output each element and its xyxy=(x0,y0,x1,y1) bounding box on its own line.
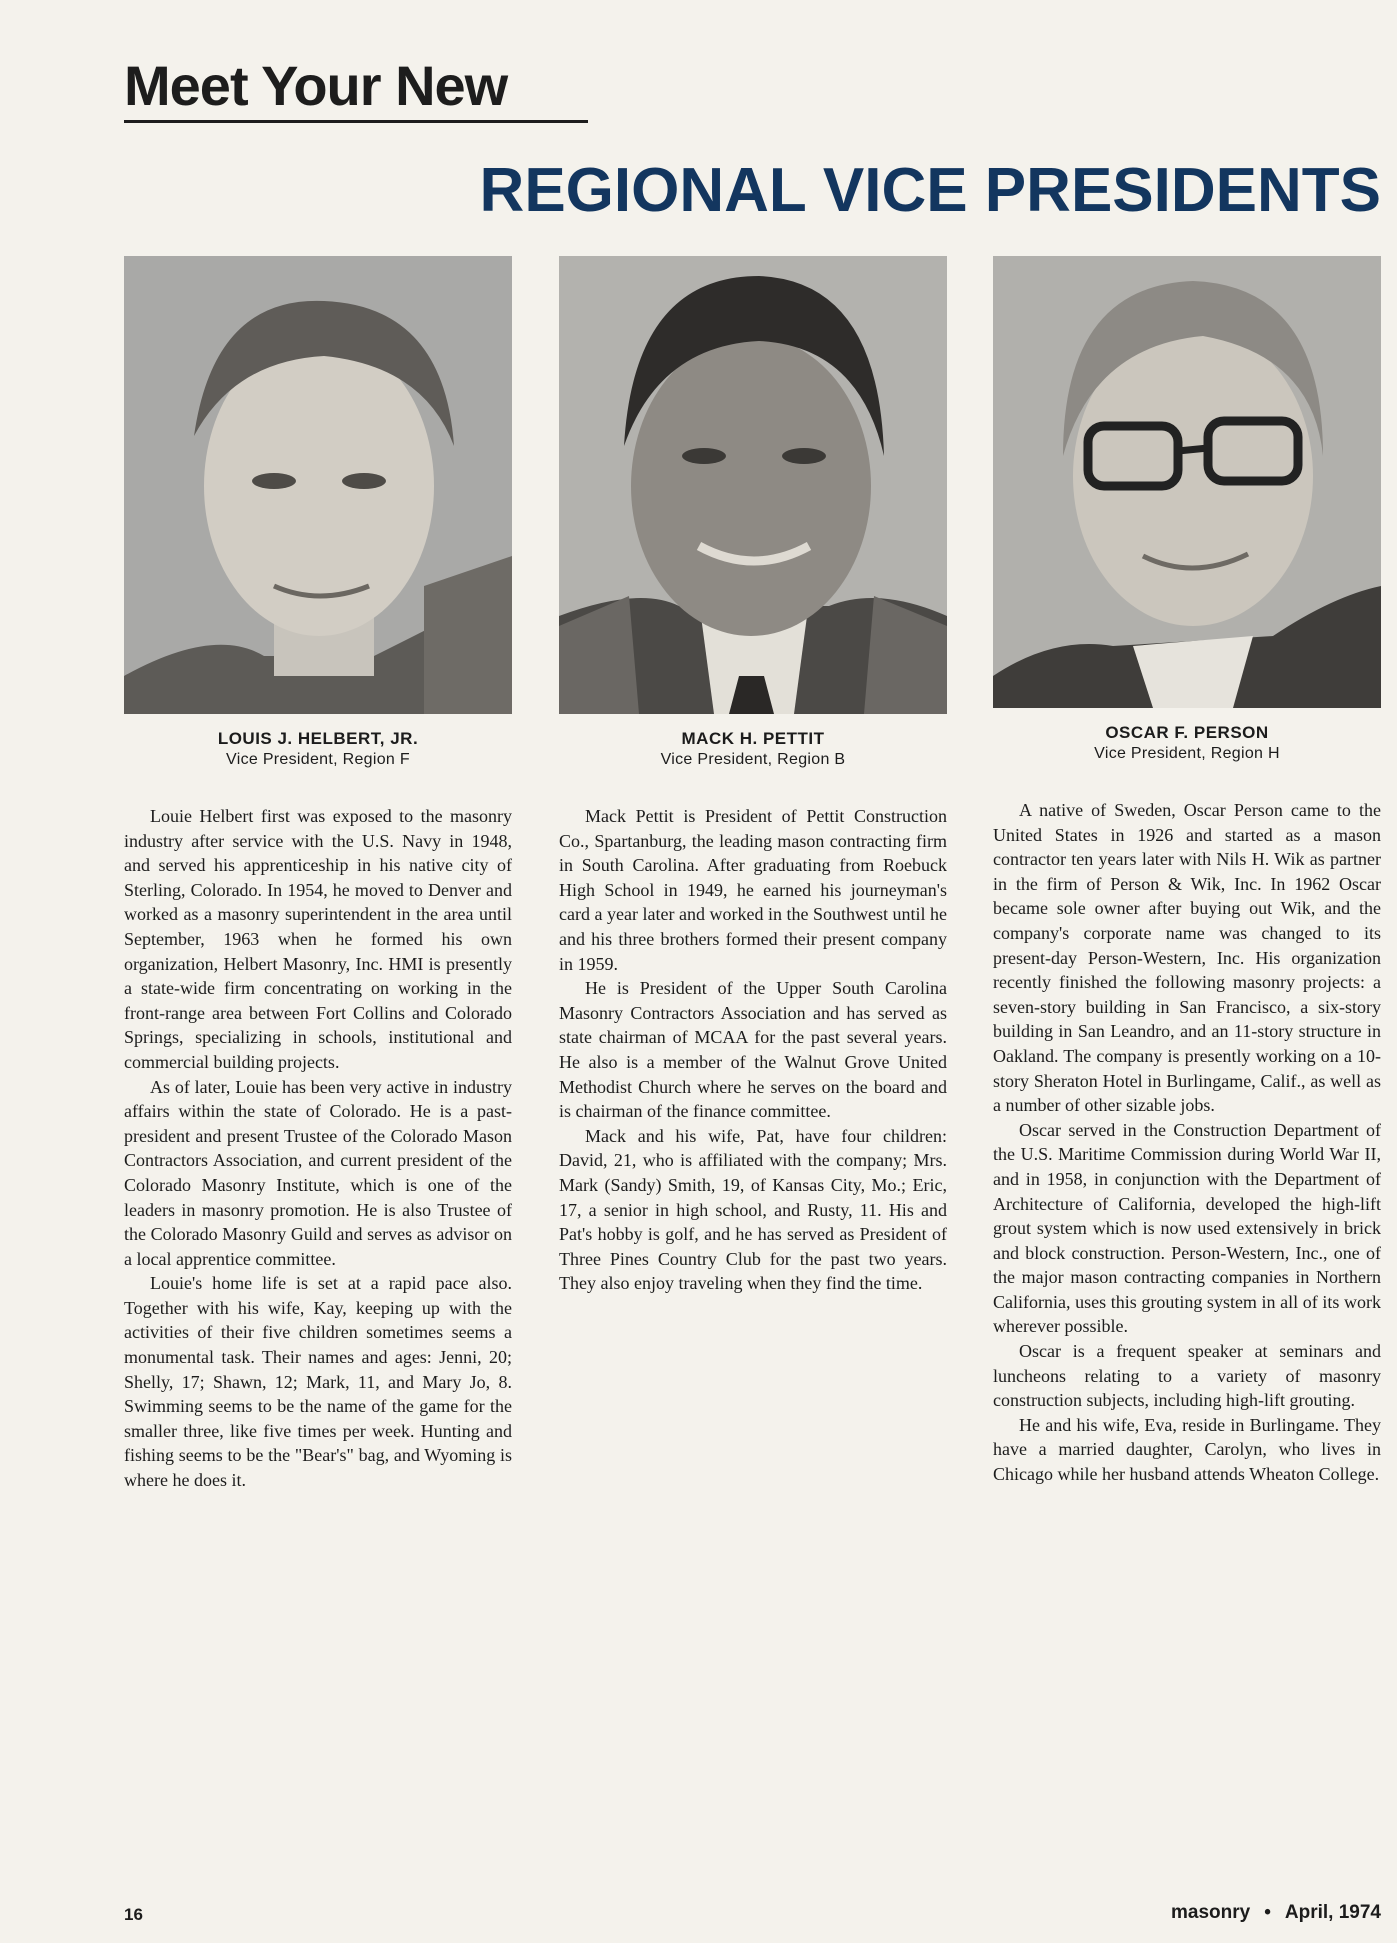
page-title: REGIONAL VICE PRESIDENTS xyxy=(479,156,1381,225)
profile-paragraph: Mack Pettit is President of Pettit Construction Co., Spartanburg, the leading mason contracting firm in South Carolina. After graduating from Roebuck High School in 1949, he earned his journeyman's card a year later and worked in the Southwest until he and his three brothers formed their present company in 1959. xyxy=(559,806,947,974)
publication-footer xyxy=(1171,1902,1381,1924)
portrait-person xyxy=(993,256,1381,708)
profile-name: LOUIS J. HELBERT, JR. xyxy=(217,729,419,748)
profile-column-pettit xyxy=(559,256,947,1296)
profile-column-person xyxy=(993,256,1381,1487)
profile-paragraph: Louie Helbert first was exposed to the masonry industry after service with the U.S. Navy in 1948, and served his apprenticeship in his native city of Sterling, Colorado. In 1954, he moved to Denver and worked as a masonry superintendent in the area until September, 1963 when he formed his own organization, Helbert Masonry, Inc. HMI is presently a state-wide firm concentrating on working in the front-range area between Fort Collins and Colorado Springs, specializing in schools, institutional and commercial building projects. xyxy=(124,806,512,1072)
profile-paragraph: Mack and his wife, Pat, have four children: David, 21, who is affiliated with the company; Mrs. Mark (Sandy) Smith, 19, of Kansas City, Mo.; Eric, 17, a senior in high school, and Rusty, 11. His and Pat's hobby is golf, and he has served as President of Three Pines Country Club for the past two years. They also enjoy traveling when they find the time. xyxy=(559,1125,947,1294)
header-kicker: Meet Your New xyxy=(124,54,508,117)
profile-title: Vice President, Region F xyxy=(226,751,410,768)
profile-paragraph: As of later, Louie has been very active in industry affairs within the state of Colorado. He is a past-president and present Trustee of the Colorado Mason Contractors Association, and current president of the Colorado Masonry Institute, which is one of the leaders in masonry promotion. He is also Trustee of the Colorado Masonry Guild and serves as advisor on a local apprentice committee. xyxy=(124,1076,512,1269)
profile-title: Vice President, Region B xyxy=(660,751,846,768)
kicker-underline xyxy=(124,120,588,123)
profile-column-helbert xyxy=(124,256,512,1493)
profile-name: MACK H. PETTIT xyxy=(681,729,825,748)
profile-paragraph: Louie's home life is set at a rapid pace also. Together with his wife, Kay, keeping up with the activities of their five children sometimes seems a monumental task. Their names and ages: Jenni, 20; Shelly, 17; Shawn, 12; Mark, 11, and Mary Jo, 8. Swimming seems to be the name of the game for the smaller three, like five times per week. Hunting and fishing seems to be the "Bear's" bag, and Wyoming is where he does it. xyxy=(124,1273,512,1491)
profile-name: OSCAR F. PERSON xyxy=(1105,723,1269,742)
profile-title: Vice President, Region H xyxy=(1094,745,1280,762)
profile-paragraph: He and his wife, Eva, reside in Burlingame. They have a married daughter, Carolyn, who lives in Chicago while her husband attends Wheaton College. xyxy=(993,1414,1381,1485)
bullet-separator: • xyxy=(1264,1902,1271,1923)
profile-paragraph: He is President of the Upper South Carolina Masonry Contractors Association and has served as state chairman of MCAA for the past several years. He also is a member of the Walnut Grove United Methodist Church where he serves on the board and is chairman of the finance committee. xyxy=(559,978,947,1122)
issue-date: April, 1974 xyxy=(1284,1902,1381,1923)
page-number: 16 xyxy=(124,1905,143,1924)
portrait-helbert xyxy=(124,256,512,714)
profile-body xyxy=(993,798,1381,1487)
profile-body xyxy=(124,804,512,1493)
portrait-pettit xyxy=(559,256,947,714)
profile-paragraph: Oscar served in the Construction Department of the U.S. Maritime Commission during World War II, and in 1958, in conjunction with the Department of Architecture of California, developed the high-lift grout system which is now used extensively in brick and block construction. Person-Western, Inc., one of the major mason contracting companies in Northern California, uses this grouting system in all of its work wherever possible. xyxy=(993,1119,1381,1337)
profile-paragraph: Oscar is a frequent speaker at seminars and luncheons relating to a variety of masonry construction subjects, including high-lift grouting. xyxy=(993,1341,1381,1411)
publication-name: masonry xyxy=(1171,1902,1251,1923)
profile-body xyxy=(559,804,947,1296)
profile-paragraph: A native of Sweden, Oscar Person came to the United States in 1926 and started as a mason contractor ten years later with Nils H. Wik as partner in the firm of Person & Wik, Inc. In 1962 Oscar became sole owner after buying out Wik, and the company's corporate name was changed to its present-day Person-Western, Inc. His organization recently finished the following masonry projects: a seven-story building in San Francisco, a six-story building in San Leandro, and an 11-story structure in Oakland. The company is presently working on a 10-story Sheraton Hotel in Burlingame, Calif., as well as a number of other sizable jobs. xyxy=(993,800,1381,1116)
